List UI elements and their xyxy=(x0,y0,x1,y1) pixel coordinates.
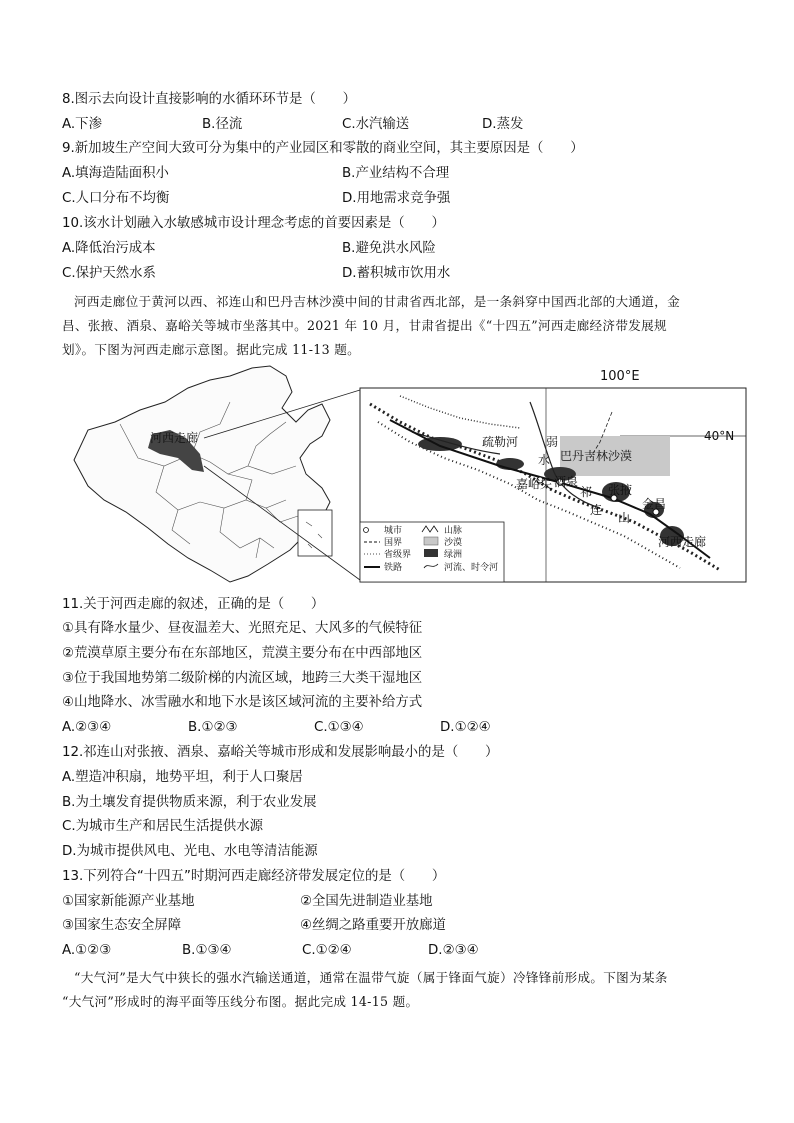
label-shui: 水 xyxy=(538,453,551,467)
label-ruo: 弱 xyxy=(546,435,559,449)
q10-option-a: A.降低治污成本 xyxy=(62,241,156,256)
q9-stem: 9.新加坡生产空间大致可分为集中的产业园区和零散的商业空间，其主要原因是（ ） xyxy=(62,141,584,156)
passage2-line-1: “大气河”是大气中狭长的强水汽输送通道，通常在温带气旋（属于锋面气旋）冷锋锋前形成。下图为某条 xyxy=(74,970,668,985)
legend-oasis: 绿洲 xyxy=(444,550,463,560)
legend-mountain: 山脉 xyxy=(444,526,463,536)
q13-option-b: B.①③④ xyxy=(182,943,232,958)
label-jiuquan: 酒泉 xyxy=(554,475,579,489)
q13-option-a: A.①②③ xyxy=(62,943,112,958)
q11-statement-2: ②荒漠草原主要分布在东部地区，荒漠主要分布在中西部地区 xyxy=(62,646,423,661)
legend-desert: 沙漠 xyxy=(444,538,463,548)
q11-option-d: D.①②④ xyxy=(440,720,491,735)
q13-option-d: D.②③④ xyxy=(428,943,479,958)
label-jiayuguan: 嘉峪关 xyxy=(516,477,553,491)
china-map-label-hexi: 河西走廊 xyxy=(150,431,199,445)
q12-option-b: B.为土壤发育提供物质来源，利于农业发展 xyxy=(62,795,317,810)
q11-stem: 11.关于河西走廊的叙述，正确的是（ ） xyxy=(62,597,325,612)
q11-statement-1: ①具有降水量少、昼夜温差大、光照充足、大风多的气候特征 xyxy=(62,621,423,636)
label-lian: 连 xyxy=(590,503,603,517)
q8-option-d: D.蒸发 xyxy=(482,117,524,132)
q8-option-b: B.径流 xyxy=(202,117,243,132)
longitude-label: 100°E xyxy=(600,369,640,384)
legend-city: 城市 xyxy=(384,526,403,536)
passage1-line-2: 昌、张掖、酒泉、嘉峪关等城市坐落其中。2021 年 10 月，甘肃省提出《“十四五”河西走廊经济带发展规 xyxy=(62,318,667,333)
q9-option-c: C.人口分布不均衡 xyxy=(62,191,170,206)
q10-option-b: B.避免洪水风险 xyxy=(342,241,436,256)
hexi-corridor-map xyxy=(60,362,750,587)
legend-river: 河流、时令河 xyxy=(444,563,499,573)
label-badain-jaran: 巴丹吉林沙漠 xyxy=(560,449,633,463)
q12-option-c: C.为城市生产和居民生活提供水源 xyxy=(62,819,264,834)
legend-province-border: 省级界 xyxy=(384,550,412,560)
legend-oasis-icon xyxy=(424,549,438,557)
label-shule-river: 疏勒河 xyxy=(482,435,519,449)
q8-stem: 8.图示去向设计直接影响的水循环环节是（ ） xyxy=(62,92,356,107)
passage2-line-2: “大气河”形成时的海平面等压线分布图。据此完成 14-15 题。 xyxy=(62,994,419,1009)
q9-option-d: D.用地需求竞争强 xyxy=(342,191,451,206)
q10-option-c: C.保护天然水系 xyxy=(62,266,156,281)
q12-option-a: A.塑造冲积扇，地势平坦，利于人口聚居 xyxy=(62,770,303,785)
passage1-line-1: 河西走廊位于黄河以西、祁连山和巴丹吉林沙漠中间的甘肃省西北部，是一条斜穿中国西北部的大通道，金 xyxy=(74,294,681,309)
label-zhangye: 张掖 xyxy=(608,483,633,497)
q10-option-d: D.蓄积城市饮用水 xyxy=(342,266,451,281)
q11-statement-4: ④山地降水、冰雪融水和地下水是该区域河流的主要补给方式 xyxy=(62,695,423,710)
legend-national-border: 国界 xyxy=(384,538,403,548)
q9-option-a: A.填海造陆面积小 xyxy=(62,166,169,181)
legend-railway: 铁路 xyxy=(384,563,403,573)
q9-option-b: B.产业结构不合理 xyxy=(342,166,450,181)
label-jinchang: 金昌 xyxy=(642,497,667,511)
q10-stem: 10.该水计划融入水敏感城市设计理念考虑的首要因素是（ ） xyxy=(62,216,445,231)
q13-statement-1: ①国家新能源产业基地 xyxy=(62,894,195,909)
q11-option-c: C.①③④ xyxy=(314,720,364,735)
q13-statement-2: ②全国先进制造业基地 xyxy=(300,894,433,909)
q12-stem: 12.祁连山对张掖、酒泉、嘉峪关等城市形成和发展影响最小的是（ ） xyxy=(62,745,499,760)
q13-statement-3: ③国家生态安全屏障 xyxy=(62,918,182,933)
label-qi: 祁 xyxy=(580,485,593,499)
q13-statement-4: ④丝绸之路重要开放廊道 xyxy=(300,918,446,933)
legend-desert-icon xyxy=(424,537,438,545)
passage-atmospheric-river xyxy=(62,966,742,1014)
q11-statement-3: ③位于我国地势第二级阶梯的内流区域，地跨三大类干湿地区 xyxy=(62,671,423,686)
label-hexi-corridor: 河西走廊 xyxy=(658,535,707,549)
q11-option-a: A.②③④ xyxy=(62,720,112,735)
passage1-line-3: 划》。下图为河西走廊示意图。据此完成 11-13 题。 xyxy=(62,342,360,357)
q8-option-a: A.下渗 xyxy=(62,117,102,132)
detail-map xyxy=(360,369,746,582)
south-china-sea-inset xyxy=(298,510,332,556)
q13-stem: 13.下列符合“十四五”时期河西走廊经济带发展定位的是（ ） xyxy=(62,869,446,884)
latitude-label: 40°N xyxy=(704,429,735,443)
map-legend xyxy=(360,522,504,582)
label-shan: 山 xyxy=(618,511,631,525)
q8-option-c: C.水汽输送 xyxy=(342,117,410,132)
q13-option-c: C.①②④ xyxy=(302,943,352,958)
passage-hexi-corridor xyxy=(62,290,742,362)
china-outline-map xyxy=(74,366,330,582)
q12-option-d: D.为城市提供风电、光电、水电等清洁能源 xyxy=(62,844,318,859)
q11-option-b: B.①②③ xyxy=(188,720,238,735)
